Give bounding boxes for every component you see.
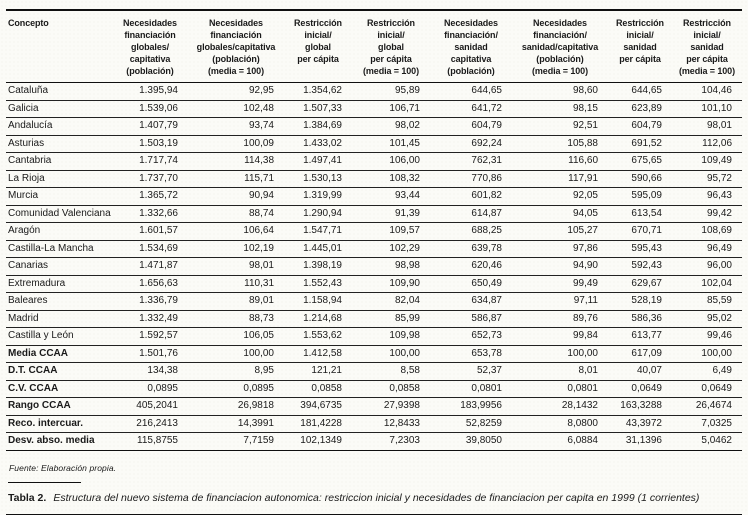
column-header	[284, 10, 352, 83]
cell: 99,84	[572, 330, 598, 341]
cell: 1.395,94	[139, 85, 178, 96]
column-header-line: Restricción	[294, 18, 342, 28]
cell: 617,09	[631, 347, 662, 359]
cell: 117,91	[568, 172, 598, 184]
cell: 95,02	[706, 312, 732, 324]
cell: 590,66	[631, 172, 662, 184]
row-label: Castilla-La Mancha	[8, 242, 94, 254]
cell: 7,2303	[389, 435, 420, 446]
cell: 1.407,79	[139, 120, 178, 131]
cell: 89,01	[248, 295, 274, 306]
cell: 613,77	[631, 330, 662, 341]
cell: 27,9398	[383, 400, 420, 411]
cell: 95,72	[706, 172, 732, 184]
cell: 1.384,69	[303, 120, 342, 131]
cell: 5,0462	[701, 435, 732, 446]
cell: 163,3288	[620, 400, 662, 411]
cell: 644,65	[471, 85, 502, 96]
row-label: Asturias	[8, 137, 45, 149]
bottom-rule	[6, 514, 742, 515]
row-label: Aragón	[8, 225, 41, 236]
cell: 121,21	[311, 365, 342, 376]
column-header	[608, 10, 672, 83]
cell: 6,0884	[567, 435, 598, 446]
cell: 1.503,19	[139, 137, 178, 149]
column-header-line: financiación	[124, 30, 176, 40]
row-label: Reco. intercuar.	[8, 417, 84, 429]
cell: 112,06	[702, 137, 732, 149]
cell: 623,89	[631, 102, 662, 114]
cell: 770,86	[471, 172, 502, 184]
cell: 99,46	[706, 330, 732, 341]
cell: 7,0325	[701, 417, 732, 429]
cell: 100,00	[701, 347, 732, 359]
cell: 109,90	[389, 277, 420, 289]
cell: 12,8433	[383, 417, 420, 429]
column-header-line: (media = 100)	[679, 66, 735, 76]
cell: 106,00	[389, 155, 420, 166]
cell: 106,71	[389, 102, 420, 114]
cell: 650,49	[471, 277, 502, 289]
row-label: C.V. CCAA	[8, 382, 59, 394]
cell: 52,37	[476, 365, 502, 376]
table-row	[6, 83, 742, 101]
cell: 105,88	[567, 137, 598, 149]
column-header-line: sanidad/capitativa	[521, 42, 599, 52]
cell: 40,07	[636, 365, 662, 376]
cell: 592,43	[631, 260, 662, 271]
cell: 1.501,76	[139, 347, 178, 359]
cell: 614,87	[471, 207, 502, 219]
column-header-line: global	[305, 42, 331, 52]
column-header-line: sanidad	[623, 42, 657, 52]
column-header-line: inicial/	[377, 30, 405, 40]
row-label: Murcia	[8, 190, 39, 201]
cell: 96,43	[706, 190, 732, 201]
cell: 106,05	[243, 330, 274, 341]
column-header-line: sanidad	[454, 42, 488, 52]
cell: 692,24	[471, 137, 502, 149]
cell: 586,36	[631, 312, 662, 324]
cell: 0,0895	[243, 382, 274, 394]
cell: 1.412,58	[303, 347, 342, 359]
table-row	[6, 415, 742, 433]
table-row	[6, 135, 742, 153]
cell: 0,0895	[147, 382, 178, 394]
table-body	[6, 83, 742, 451]
table-row	[6, 328, 742, 346]
cell: 101,45	[389, 137, 420, 149]
cell: 98,02	[394, 120, 420, 131]
cell: 1.290,94	[303, 207, 342, 219]
cell: 114,38	[244, 155, 274, 166]
cell: 108,69	[701, 225, 732, 236]
table-row	[6, 118, 742, 136]
cell: 528,19	[631, 295, 662, 306]
column-header-line: capitativa	[129, 54, 171, 64]
cell: 92,51	[572, 120, 598, 131]
cell: 97,11	[573, 295, 598, 306]
cell: 604,79	[471, 120, 502, 131]
cell: 629,67	[631, 277, 662, 289]
row-label: Canarias	[8, 260, 49, 271]
column-header-line: financiación	[210, 30, 262, 40]
cell: 1.336,79	[139, 295, 178, 306]
column-header-line: Necesidades	[533, 18, 587, 28]
row-label: Galicia	[8, 102, 39, 114]
column-header-line: (población)	[212, 54, 260, 64]
table-row	[6, 258, 742, 276]
column-header-line: inicial/	[304, 30, 332, 40]
cell: 100,00	[389, 347, 420, 359]
cell: 98,15	[572, 102, 598, 114]
column-header-line: (población)	[126, 66, 174, 76]
column-header-line: inicial/	[693, 30, 721, 40]
header-row	[6, 10, 742, 83]
column-header-line: per cápita	[370, 54, 412, 64]
cell: 85,99	[394, 312, 420, 324]
column-header-line: inicial/	[626, 30, 654, 40]
table-row	[6, 223, 742, 241]
table-row	[6, 380, 742, 398]
cell: 601,82	[471, 190, 502, 201]
column-header	[112, 10, 188, 83]
cell: 8,58	[400, 365, 420, 376]
column-header	[188, 10, 284, 83]
cell: 595,43	[631, 242, 662, 254]
cell: 102,29	[389, 242, 420, 254]
cell: 100,00	[243, 347, 274, 359]
cell: 1.332,66	[139, 207, 178, 219]
cell: 586,87	[471, 312, 502, 324]
source-note: Fuente: Elaboración propia.	[9, 462, 117, 473]
cell: 8,01	[578, 365, 598, 376]
cell: 96,00	[706, 260, 732, 271]
column-header-line: globales/capitativa	[196, 42, 276, 52]
cell: 14,3991	[237, 417, 274, 429]
column-header-line: Necesidades	[209, 18, 263, 28]
caption-text: Estructura del nuevo sistema de financiacion autonomica: restriccion inicial y necesidades de financiacion per capita en 1999 (1 corrientes)	[53, 491, 700, 504]
caption-label: Tabla 2.	[8, 491, 47, 504]
column-header-line: (población)	[536, 54, 584, 64]
cell: 620,46	[471, 260, 502, 271]
column-header	[430, 10, 512, 83]
column-header-line: (media = 100)	[208, 66, 264, 76]
cell: 1.398,19	[303, 260, 342, 271]
cell: 96,49	[706, 242, 732, 254]
cell: 93,44	[394, 190, 420, 201]
cell: 1.332,49	[139, 312, 178, 324]
column-header-line: global	[378, 42, 404, 52]
table-row	[6, 433, 742, 451]
cell: 1.507,33	[303, 102, 342, 114]
cell: 1.717,74	[139, 155, 178, 166]
cell: 102,19	[243, 242, 274, 254]
cell: 1.365,72	[139, 190, 178, 201]
cell: 216,2413	[136, 417, 178, 429]
table-row	[6, 398, 742, 416]
row-label: Comunidad Valenciana	[8, 207, 111, 219]
cell: 1.534,69	[139, 242, 178, 254]
row-label: Castilla y León	[8, 330, 74, 341]
cell: 88,73	[248, 312, 274, 324]
cell: 1.656,63	[139, 277, 178, 289]
column-header-line: Necesidades	[123, 18, 177, 28]
cell: 644,65	[631, 85, 662, 96]
cell: 102,04	[701, 277, 732, 289]
row-label: Rango CCAA	[8, 400, 71, 411]
cell: 7,7159	[243, 435, 274, 446]
column-header-line: Necesidades	[444, 18, 498, 28]
cell: 98,98	[394, 260, 420, 271]
cell: 116,60	[568, 155, 598, 166]
cell: 1.737,70	[139, 172, 178, 184]
column-header-line: financiación/	[533, 30, 587, 40]
row-label: Media CCAA	[8, 347, 69, 359]
cell: 613,54	[631, 207, 662, 219]
cell: 1.497,41	[303, 155, 342, 166]
table-row	[6, 363, 742, 381]
cell: 691,52	[631, 137, 662, 149]
column-header-line: (media = 100)	[363, 66, 419, 76]
cell: 92,95	[248, 85, 274, 96]
column-header	[512, 10, 608, 83]
cell: 0,0649	[631, 382, 662, 394]
table-row	[6, 310, 742, 328]
column-header-line: financiación/	[444, 30, 498, 40]
cell: 98,01	[706, 120, 732, 131]
cell: 104,46	[701, 85, 732, 96]
cell: 1.445,01	[303, 242, 342, 254]
cell: 99,49	[572, 277, 598, 289]
cell: 405,2041	[136, 400, 178, 411]
cell: 43,3972	[625, 417, 662, 429]
cell: 595,09	[631, 190, 662, 201]
cell: 97,86	[572, 242, 598, 254]
cell: 94,05	[572, 207, 598, 219]
cell: 181,4228	[300, 417, 342, 429]
column-header-line: globales/	[130, 42, 170, 52]
cell: 109,49	[701, 155, 732, 166]
column-header-line: sanidad	[690, 42, 724, 52]
column-header-line: capitativa	[450, 54, 492, 64]
row-label: Desv. abso. media	[8, 435, 95, 446]
cell: 93,74	[248, 120, 274, 131]
cell: 670,71	[631, 225, 662, 236]
cell: 98,60	[572, 85, 598, 96]
cell: 88,74	[248, 207, 274, 219]
column-header-line: per cápita	[297, 54, 339, 64]
table-caption	[8, 492, 742, 505]
cell: 1.354,62	[303, 85, 342, 96]
row-label: La Rioja	[8, 172, 45, 184]
cell: 653,78	[471, 347, 502, 359]
column-header-line: (población)	[447, 66, 495, 76]
cell: 26,4674	[695, 400, 732, 411]
cell: 394,6735	[300, 400, 342, 411]
cell: 675,65	[631, 155, 662, 166]
row-label: Andalucía	[8, 120, 53, 131]
table-row	[6, 188, 742, 206]
cell: 89,76	[572, 312, 598, 324]
cell: 1.553,62	[303, 330, 342, 341]
cell: 98,01	[248, 260, 274, 271]
cell: 109,98	[389, 330, 420, 341]
row-label: Baleares	[8, 295, 48, 306]
column-header-concepto	[6, 10, 112, 83]
cell: 26,9818	[237, 400, 274, 411]
cell: 90,94	[248, 190, 274, 201]
cell: 109,57	[389, 225, 420, 236]
cell: 100,09	[243, 137, 274, 149]
cell: 91,39	[394, 207, 420, 219]
cell: 1.214,68	[303, 312, 342, 324]
table-row	[6, 275, 742, 293]
cell: 115,71	[244, 172, 274, 184]
cell: 115,8755	[137, 435, 178, 446]
cell: 1.539,06	[139, 102, 178, 114]
cell: 639,78	[471, 242, 502, 254]
cell: 52,8259	[465, 417, 502, 429]
cell: 1.552,43	[303, 277, 342, 289]
row-label: Extremadura	[8, 277, 66, 289]
divider-rule	[8, 482, 81, 483]
column-header-line: Restricción	[616, 18, 664, 28]
cell: 99,42	[706, 207, 732, 219]
cell: 1.471,87	[139, 260, 178, 271]
cell: 95,89	[394, 85, 420, 96]
cell: 688,25	[471, 225, 502, 236]
table-row	[6, 153, 742, 171]
cell: 183,9956	[460, 400, 502, 411]
cell: 652,73	[471, 330, 502, 341]
table-row	[6, 240, 742, 258]
cell: 1.433,02	[303, 137, 342, 149]
cell: 94,90	[572, 260, 598, 271]
cell: 100,00	[567, 347, 598, 359]
cell: 134,38	[147, 365, 178, 376]
cell: 1.592,57	[139, 330, 178, 341]
cell: 28,1432	[561, 400, 598, 411]
table-row	[6, 100, 742, 118]
cell: 82,04	[394, 295, 420, 306]
cell: 8,0800	[567, 417, 598, 429]
column-header	[672, 10, 742, 83]
cell: 101,10	[701, 102, 732, 114]
cell: 31,1396	[625, 435, 662, 446]
cell: 110,31	[244, 277, 274, 289]
cell: 0,0858	[311, 382, 342, 394]
column-header-line: Restricción	[683, 18, 731, 28]
row-label: Cantabria	[8, 155, 52, 166]
cell: 1.601,57	[139, 225, 178, 236]
cell: 604,79	[631, 120, 662, 131]
table-row	[6, 170, 742, 188]
column-header-line: per cápita	[686, 54, 728, 64]
column-header-line: (media = 100)	[532, 66, 588, 76]
cell: 1.319,99	[303, 190, 342, 201]
cell: 106,64	[243, 225, 274, 236]
table-row	[6, 205, 742, 223]
row-label: Madrid	[8, 312, 39, 324]
cell: 92,05	[572, 190, 598, 201]
table-row	[6, 345, 742, 363]
cell: 1.530,13	[303, 172, 342, 184]
cell: 0,0801	[567, 382, 598, 394]
cell: 8,95	[254, 365, 274, 376]
financing-table	[6, 9, 742, 451]
cell: 1.158,94	[303, 295, 342, 306]
cell: 6,49	[712, 365, 732, 376]
column-header-line: Concepto	[8, 18, 49, 28]
column-header-line: per cápita	[619, 54, 661, 64]
column-header-line: Restricción	[367, 18, 415, 28]
cell: 634,87	[471, 295, 502, 306]
table-row	[6, 293, 742, 311]
cell: 39,8050	[465, 435, 502, 446]
column-header	[352, 10, 430, 83]
cell: 102,1349	[300, 435, 342, 446]
row-label: D.T. CCAA	[8, 365, 58, 376]
cell: 105,27	[567, 225, 598, 236]
cell: 641,72	[471, 102, 502, 114]
cell: 85,59	[706, 295, 732, 306]
cell: 762,31	[471, 155, 502, 166]
cell: 0,0649	[701, 382, 732, 394]
cell: 102,48	[243, 102, 274, 114]
cell: 108,32	[389, 172, 420, 184]
cell: 1.547,71	[303, 225, 342, 236]
row-label: Cataluña	[8, 85, 49, 96]
cell: 0,0858	[389, 382, 420, 394]
cell: 0,0801	[471, 382, 502, 394]
